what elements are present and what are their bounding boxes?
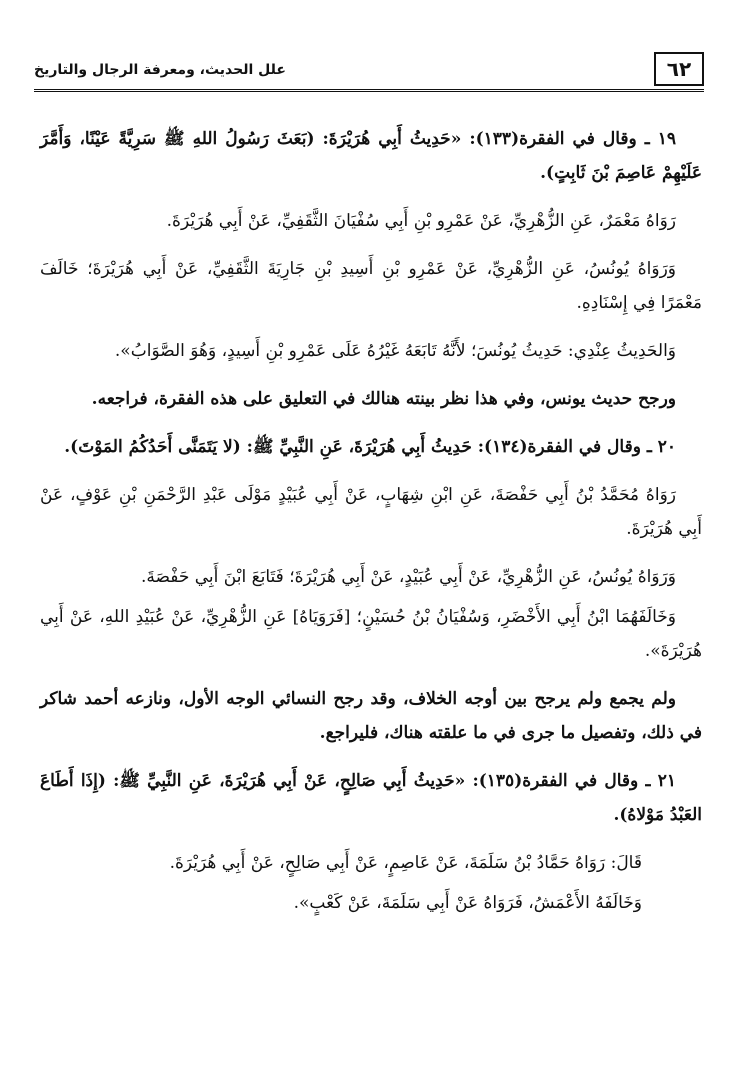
paragraph-20: ٢٠ ـ وقال في الفقرة(١٣٤): حَدِيثُ أَبِي هُرَيْرَةَ، عَنِ النَّبِيِّ ﷺ: (لا يَتَمَنَّى أَحَدُكُمُ المَوْتَ). bbox=[64, 437, 676, 457]
paragraph-narration: وَخَالَفَهُ الأَعْمَشُ، فَرَوَاهُ عَنْ أَبِي سَلَمَةَ، عَنْ كَعْبٍ». bbox=[293, 893, 642, 913]
running-title: علل الحديث، ومعرفة الرجال والتاريخ bbox=[34, 62, 286, 78]
paragraph-narration: قَالَ: رَوَاهُ حَمَّادُ بْنُ سَلَمَةَ، عَنْ عَاصِمٍ، عَنْ أَبِي صَالِحٍ، عَنْ أَبِي هُرَيْرَةَ. bbox=[169, 853, 642, 873]
paragraph-narration: رَوَاهُ مُحَمَّدُ بْنُ أَبِي حَفْصَةَ، عَنِ ابْنِ شِهَابٍ، عَنْ أَبِي عُبَيْدٍ مَوْلَى عَبْدِ الرَّحْمَنِ بْنِ عَوْفٍ، عَنْ أَبِي هُرَيْرَةَ. bbox=[40, 485, 702, 539]
paragraph-narration: وَخَالَفَهُمَا ابْنُ أَبِي الأَخْضَرِ، وَسُفْيَانُ بْنُ حُسَيْنٍ؛ [فَرَوَيَاهُ] عَنِ الزُّهْرِيِّ، عَنْ عُبَيْدِ اللهِ، عَنْ أَبِي هُرَيْرَةَ». bbox=[40, 607, 702, 661]
paragraph-19: ١٩ ـ وقال في الفقرة(١٣٣): «حَدِيثُ أَبِي هُرَيْرَةَ: (بَعَثَ رَسُولُ اللهِ ﷺ سَرِيَّةً عَيْنًا، وَأَمَّرَ عَلَيْهِمْ عَاصِمَ بْنَ ثَابِتٍ). bbox=[40, 129, 702, 183]
page-number: ٦٢ bbox=[654, 52, 704, 86]
paragraph-21: ٢١ ـ وقال في الفقرة(١٣٥): «حَدِيثُ أَبِي صَالِحٍ، عَنْ أَبِي هُرَيْرَةَ، عَنِ النَّبِيِّ ﷺ: (إِذَا أَطَاعَ العَبْدُ مَوْلاهُ). bbox=[40, 771, 702, 825]
header-divider bbox=[34, 89, 704, 92]
paragraph-narration: وَرَوَاهُ يُونُسُ، عَنِ الزُّهْرِيِّ، عَنْ عَمْرِو بْنِ أَسِيدِ بْنِ جَارِيَةَ الثَّقَفِيِّ، عَنْ أَبِي هُرَيْرَةَ؛ خَالَفَ مَعْمَرًا فِي إِسْنَادِهِ. bbox=[40, 259, 702, 313]
paragraph-commentary: ورجح حديث يونس، وفي هذا نظر بينته هنالك في التعليق على هذه الفقرة، فراجعه. bbox=[91, 389, 676, 409]
paragraph-narration: رَوَاهُ مَعْمَرٌ، عَنِ الزُّهْرِيِّ، عَنْ عَمْرِو بْنِ أَبِي سُفْيَانَ الثَّقَفِيِّ، عَنْ أَبِي هُرَيْرَةَ. bbox=[166, 211, 676, 231]
paragraph-narration: وَالحَدِيثُ عِنْدِي: حَدِيثُ يُونُسَ؛ لأَنَّهُ تَابَعَهُ غَيْرُهُ عَلَى عَمْرِو بْنِ أَسِيدٍ، وَهُوَ الصَّوَابُ». bbox=[114, 341, 676, 361]
page-header bbox=[34, 52, 704, 96]
paragraph-commentary: ولم يجمع ولم يرجح بين أوجه الخلاف، وقد رجح النسائي الوجه الأول، ونازعه أحمد شاكر في ذلك، وتفصيل ما جرى في ما علقته هناك، فليراجع. bbox=[40, 689, 702, 743]
page-body bbox=[40, 122, 702, 934]
paragraph-narration: وَرَوَاهُ يُونُسُ، عَنِ الزُّهْرِيِّ، عَنْ أَبِي عُبَيْدٍ، عَنْ أَبِي هُرَيْرَةَ؛ فَتَابَعَ ابْنَ أَبِي حَفْصَةَ. bbox=[140, 567, 676, 587]
